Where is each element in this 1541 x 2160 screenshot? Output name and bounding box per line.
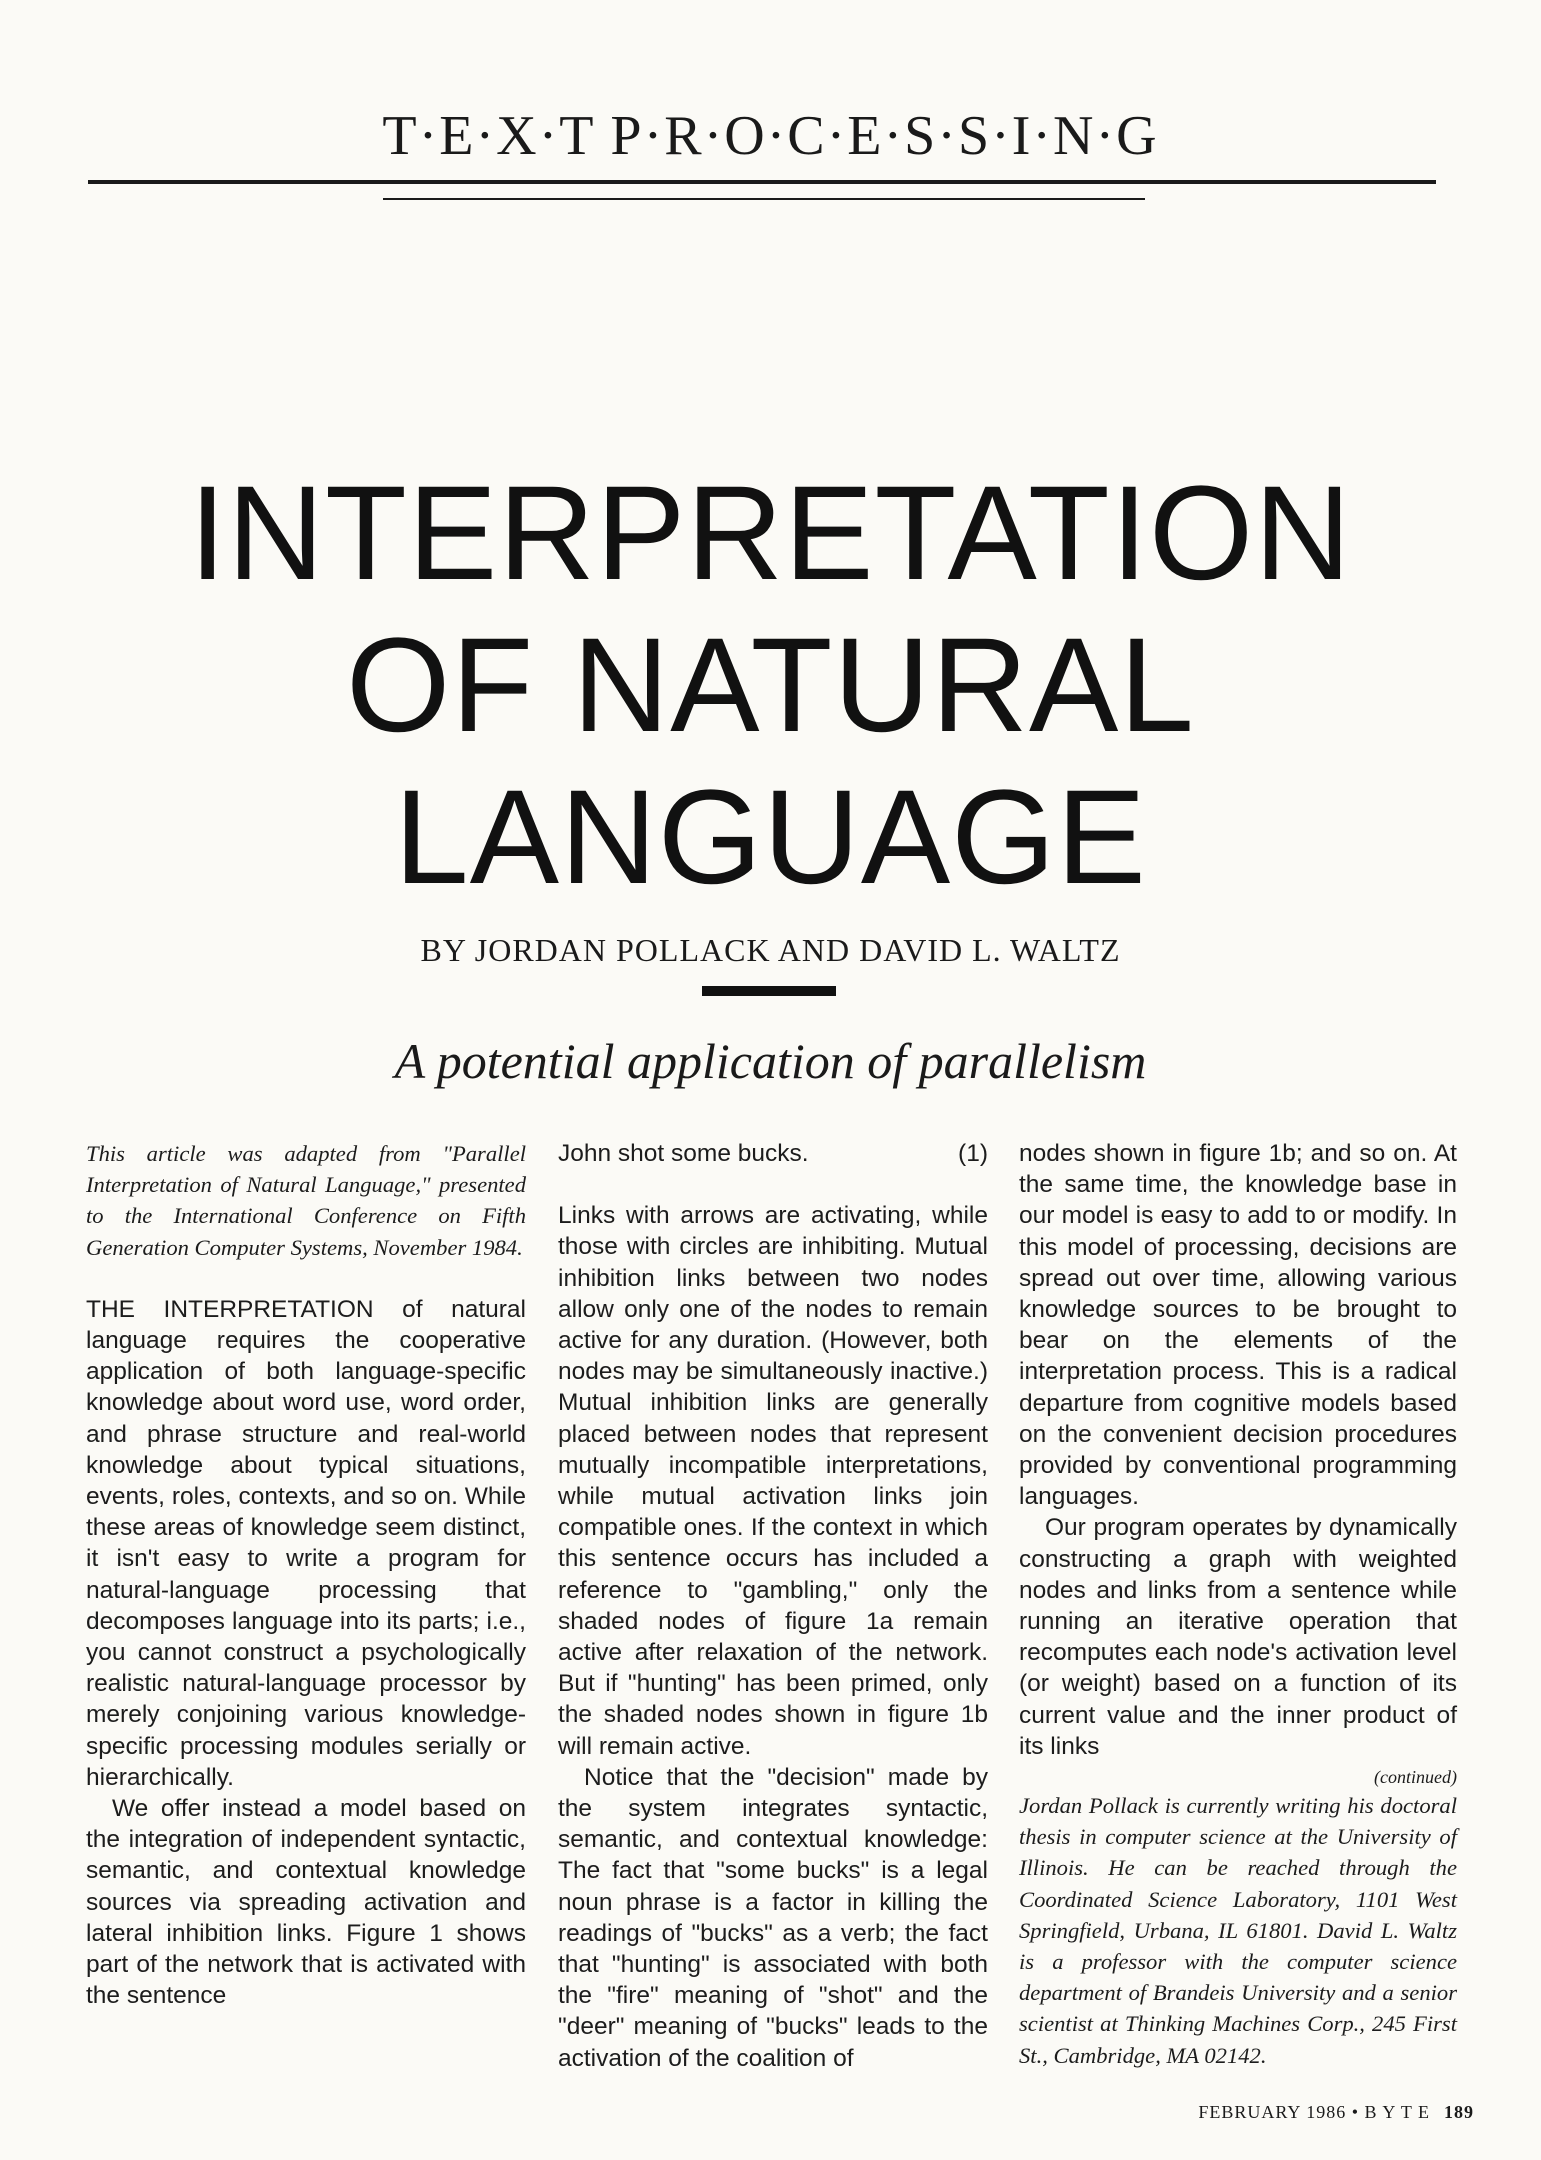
paragraph: We offer instead a model based on the integration of independent syntactic, semantic, and contextual knowledge sources via spreading activation and lateral inhibition links. Figure 1 shows part of the network that is activated with the sentence (86, 1795, 526, 2010)
subtitle: A potential application of parallelism (394, 1033, 1147, 1089)
issue-label: FEBRUARY 1986 • B Y T E (1198, 2102, 1430, 2122)
paragraph: THE INTERPRETATION of natural language requires the cooperative application of both language-specific knowledge about word use, word order, and phrase structure and real-world knowledge about typical situations, events, roles, contexts, and so on. While these areas of knowledge seem distinct, it isn't easy to write a program for natural-language processing that decomposes language into its parts; i.e., you cannot construct a psychologically realistic natural-language processor by merely conjoining various knowledge-specific processing modules serially or hierarchically. (86, 1295, 526, 1791)
example-sentence (558, 1138, 988, 1169)
column-2 (558, 1138, 988, 2074)
byline: BY JORDAN POLLACK AND DAVID L. WALTZ (420, 932, 1121, 968)
column-1 (86, 1138, 526, 2011)
article-title (0, 458, 1541, 914)
page-footer (1100, 2102, 1474, 2123)
paragraph: Our program operates by dynamically constructing a graph with weighted nodes and links from a sentence while running an iterative operation that recomputes each node's activation level (or weight) based on a function of its current value and the inner product of its links (1019, 1514, 1457, 1760)
example-sentence-number: (1) (958, 1140, 988, 1167)
author-bio: Jordan Pollack is currently writing his doctoral thesis in computer science at the University of Illinois. He can be reached through the Coordinated Science Laboratory, 1101 West Springfield, Urbana, IL 61801. David L. Waltz is a professor with the computer science department of Brandeis University and a senior scientist at Thinking Machines Corp., 245 First St., Cambridge, MA 02142. (1019, 1793, 1457, 2068)
title-line-3: LANGUAGE (394, 763, 1147, 912)
paragraph: nodes shown in figure 1b; and so on. At the same time, the knowledge base in our model is easy to add to or modify. In this model of processing, decisions are spread out over time, allowing various knowledge sources to be brought to bear on the elements of the interpretation process. This is a radical departure from cognitive models based on the convenient decision procedures provided by conventional programming languages. (1019, 1140, 1457, 1511)
continued-label: (continued) (1374, 1767, 1457, 1788)
section-header: T·E·X·T P·R·O·C·E·S·S·I·N·G (382, 105, 1159, 167)
example-sentence-text: John shot some bucks. (558, 1140, 809, 1167)
column-3 (1019, 1138, 1457, 2071)
page-number: 189 (1444, 2102, 1474, 2122)
paragraph: Links with arrows are activating, while those with circles are inhibiting. Mutual inhibition links between two nodes allow only one of the nodes to remain active for any duration. (However, both nodes may be simultaneously inactive.) Mutual inhibition links are generally placed between nodes that represent mutually incompatible interpretations, while mutual activation links join compatible ones. If the context in which this sentence occurs has included a reference to "gambling," only the shaded nodes of figure 1a remain active after relaxation of the network. But if "hunting" has been primed, only the shaded nodes shown in figure 1b will remain active. (558, 1202, 988, 1760)
adaptation-note: This article was adapted from "Parallel Interpretation of Natural Language," presented to the International Conference on Fifth Generation Computer Systems, November 1984. (86, 1141, 526, 1260)
paragraph: Notice that the "decision" made by the system integrates syntactic, semantic, and contextual knowledge: The fact that "some bucks" is a legal noun phrase is a factor in killing the readings of "bucks" as a verb; the fact that "hunting" is associated with both the "fire" meaning of "shot" and the "deer" meaning of "bucks" leads to the activation of the coalition of (558, 1763, 988, 2072)
title-line-2: OF NATURAL (346, 611, 1195, 760)
header-rule-thick (88, 180, 1436, 184)
byline-rule (702, 986, 836, 996)
header-rule-thin (383, 198, 1145, 200)
title-line-1: INTERPRETATION (189, 459, 1352, 608)
